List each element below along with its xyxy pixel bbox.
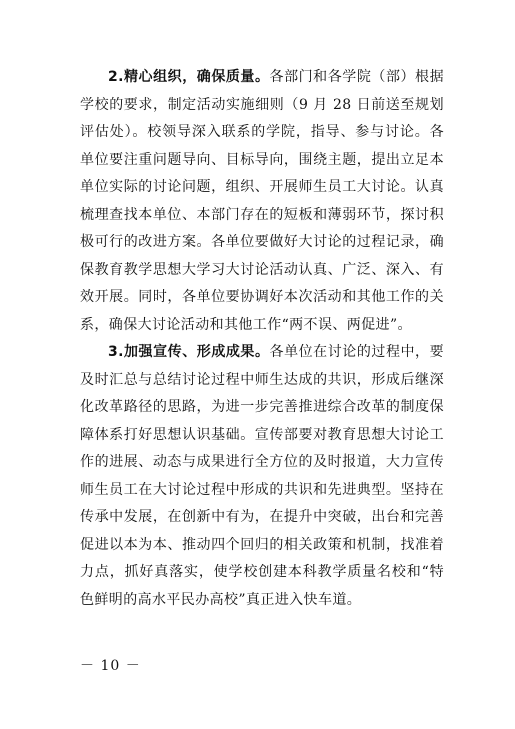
paragraph-publicity-results bbox=[80, 339, 444, 614]
paragraph-text: 各部门和各学院（部）根据学校的要求，制定活动实施细则（9 月 28 日前送至规划评估处）。校领导深入联系的学院，指导、参与讨论。各单位要注重问题导向、目标导向，围绕主题，提出立足本单位实际的讨论问题，组织、开展师生员工大讨论。认真梳理查找本单位、本部门存在的短板和薄弱环节，探讨积极可行的改进方案。各单位要做好大讨论的过程记录，确保教育教学思想大学习大讨论活动认真、广泛、深入、有效开展。同时，各单位要协调好本次活动和其他工作的关系，确保大讨论活动和其他工作“两不误、两促进”。 bbox=[80, 69, 444, 333]
page-number: － 10 － bbox=[80, 658, 141, 674]
paragraph-text: 各单位在讨论的过程中，要及时汇总与总结讨论过程中师生达成的共识，形成后继深化改革路径的思路，为进一步完善推进综合改革的制度保障体系打好思想认识基础。宣传部要对教育思想大讨论工作的进展、动态与成果进行全方位的及时报道，大力宣传师生员工在大讨论过程中形成的共识和先进典型。坚持在传承中发展，在创新中有为，在提升中突破，出台和完善促进以本为本、推动四个回归的相关政策和机制，找准着力点，抓好真落实，使学校创建本科教学质量名校和“特色鲜明的高水平民办高校”真正进入快车道。 bbox=[80, 344, 444, 608]
document-body bbox=[80, 64, 444, 614]
paragraph-heading: 2.精心组织，确保质量。 bbox=[108, 69, 270, 85]
paragraph-heading: 3.加强宣传、形成成果。 bbox=[108, 344, 270, 360]
paragraph-organize-quality bbox=[80, 64, 444, 339]
